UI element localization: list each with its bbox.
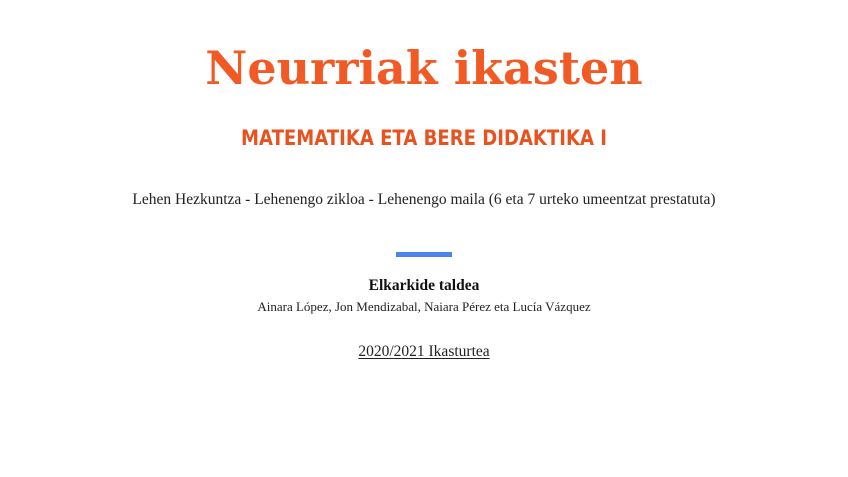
- document-subtitle: MATEMATIKA ETA BERE DIDAKTIKA I: [241, 126, 607, 150]
- team-heading: Elkarkide taldea: [368, 277, 480, 294]
- school-year-line: [0, 342, 848, 362]
- education-level-line: Lehen Hezkuntza - Lehenengo zikloa - Lehenengo maila (6 eta 7 urteko umeentzat prestatuta): [132, 191, 716, 208]
- accent-divider: [396, 252, 452, 257]
- document-title: Neurriak ikasten: [205, 41, 643, 95]
- team-members: Ainara López, Jon Mendizabal, Naiara Pérez eta Lucía Vázquez: [257, 299, 591, 314]
- school-year-text: 2020/2021 Ikasturtea: [358, 343, 490, 360]
